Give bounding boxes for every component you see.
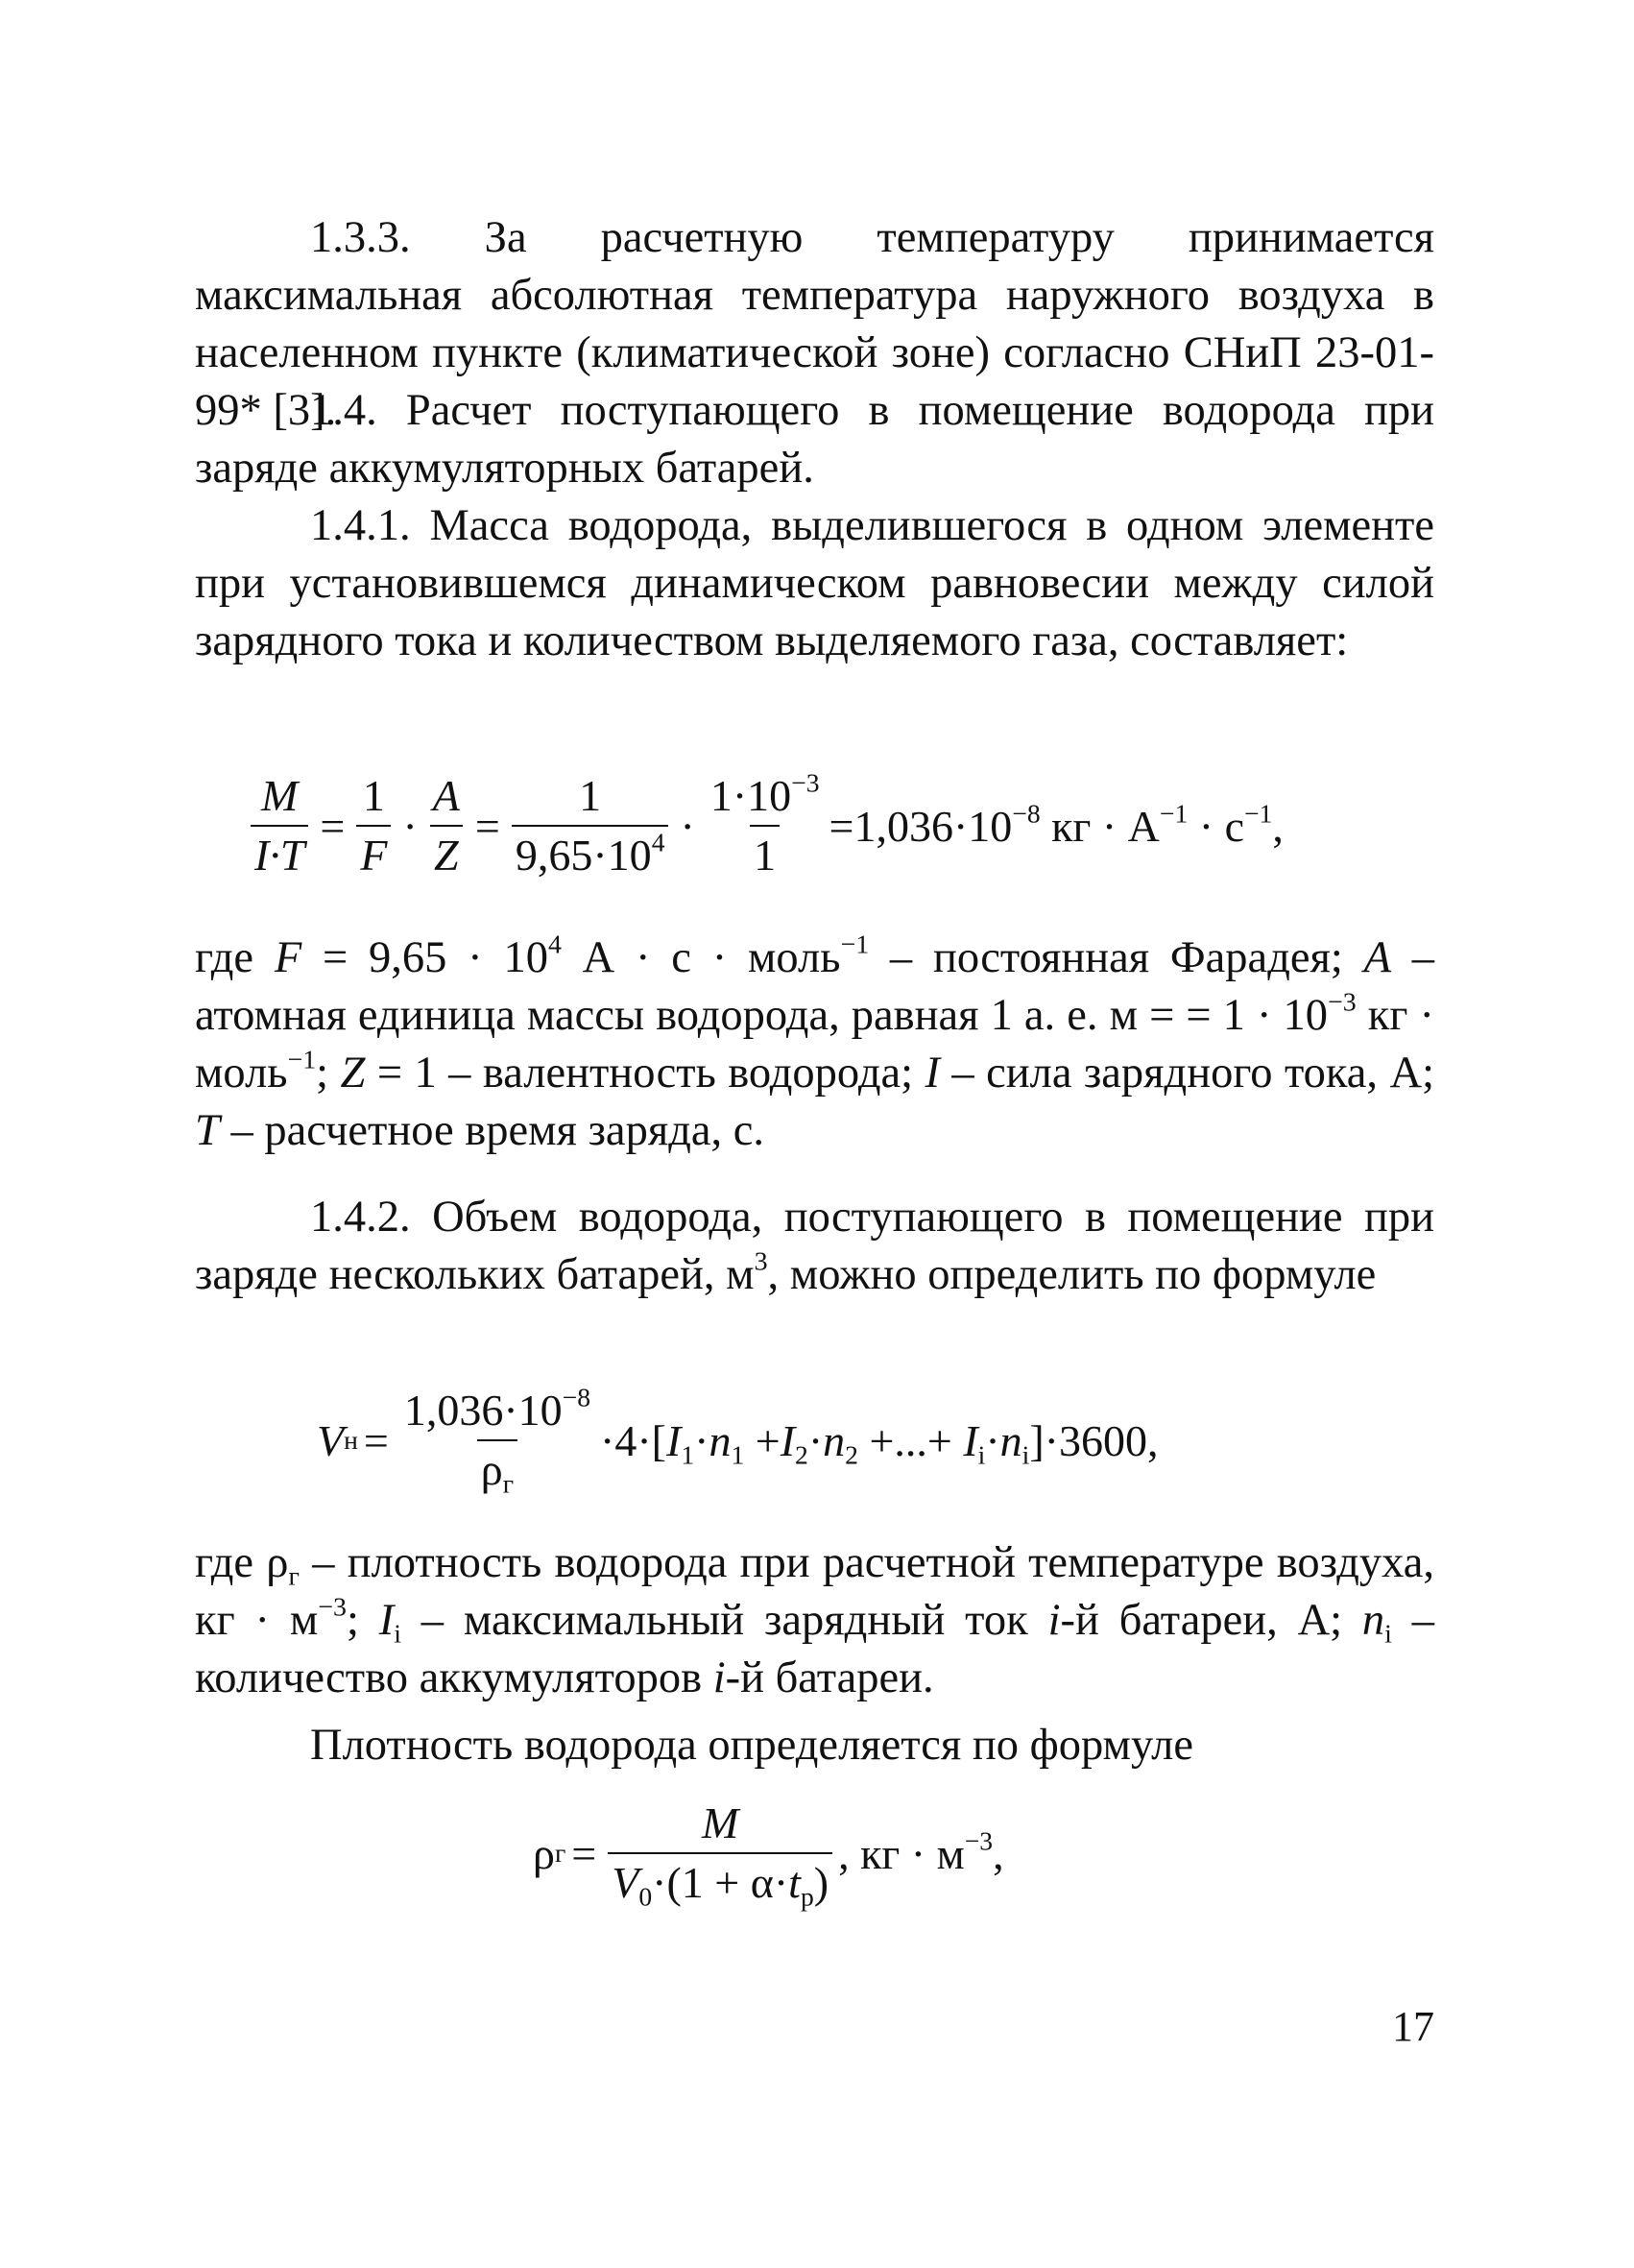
paragraph-1-4: 1.4. Расчет поступающего в помещение водорода при заряде аккумуляторных батарей.: [195, 386, 1434, 493]
bracket-sum: $\cdot 4\cdot[I_1\cdot n_1 +I_2\cdot n_2$ +...+ $I_i\cdot n_i]\cdot 3600$,: [600, 1415, 1159, 1469]
paragraph-1-4-2: 1.4.2. Объем водорода, поступающего в помещение при заряде нескольких батарей, $м^3$, можно определить по формуле: [195, 1193, 1434, 1299]
paragraph-where-density: где $\rho_г$ – плотность водорода при расчетной температуре воздуха, кг · $м^{-3}$; $I_i$ – максимальный зарядный ток i-й батареи, А; $n_i$ – количество аккумуляторов i-й батареи.: [195, 1538, 1435, 1702]
var-m: M: [261, 771, 299, 820]
fraction-volume-coef: $\frac{1,036\cdot 10^{-8}}{\rho_г}$: [403, 1382, 591, 1499]
equation-result: $=1,036\cdot 10^{-8}$ кг · $А^{-1} \cdot с^{-1}$,: [829, 798, 1284, 851]
equation-hydrogen-mass: $\frac{M}{I\cdot T}$ = $\frac{1}{F}$ · $\frac{A}{Z}$ = $\frac{1}{9,65\cdot 10^4}$ · $\frac{1\cdot 10^{-3}}{1}$ $=1,036\cdot 10^{-8}$ кг · $А^{-1} \cdot с^{-1}$,: [245, 768, 1284, 883]
fraction-1-over-965: $\frac{1}{9,65\cdot 10^4}$: [512, 771, 669, 881]
fraction-a-over-z: $\frac{A}{Z}$: [429, 771, 464, 881]
density-unit: , кг · $м^{-3}$,: [838, 1825, 1004, 1878]
fraction-density: $\frac{M}{V_0\cdot(1 + \alpha\cdot t_р)}$: [608, 1798, 832, 1908]
page-number: 17: [1392, 2003, 1434, 2050]
paragraph-1-4-1: 1.4.1. Масса водорода, выделившегося в одном элементе при установившемся динамическом равновесии между силой зарядного тока и количеством выделяемого газа, составляет:: [195, 501, 1434, 665]
paragraph-1-3-3: 1.3.3. За расчетную температуру принимается максимальная абсолютная температура наружного воздуха в населенном пункте (климатической зоне) согласно СНиП 23-01-99* [3].: [195, 213, 1434, 435]
fraction-1e-3-over-1: $\frac{1\cdot 10^{-3}}{1}$: [709, 767, 820, 880]
paragraph-density-intro: Плотность водорода определяется по формуле: [310, 1721, 1194, 1770]
fraction-m-over-it: [251, 771, 308, 881]
paragraph-where-faraday: где $F = 9,65 \cdot 10^4$ А · с · моль$^{-1}$ – постоянная Фарадея; A – атомная единица массы водорода, равная 1 а. е. м = = $1 \cdot 10^{-3}$ кг · моль$^{-1}$; Z = 1 – валентность водорода; I – сила зарядного тока, А; T – расчетное время заряда, с.: [195, 929, 1435, 1155]
fraction-1-over-f: $\frac{1}{F}$: [356, 771, 391, 881]
var-it: I·T: [254, 831, 305, 880]
equation-hydrogen-volume: V н = $\frac{1,036\cdot 10^{-8}}{\rho_г}$ $\cdot 4\cdot[I_1\cdot n_1 +I_2\cdot n_2$ +...+ $I_i\cdot n_i]\cdot 3600$,: [317, 1382, 1159, 1499]
equation-hydrogen-density: ρ г = $\frac{M}{V_0\cdot(1 + \alpha\cdot t_р)}$ , кг · $м^{-3}$,: [533, 1798, 1004, 1912]
